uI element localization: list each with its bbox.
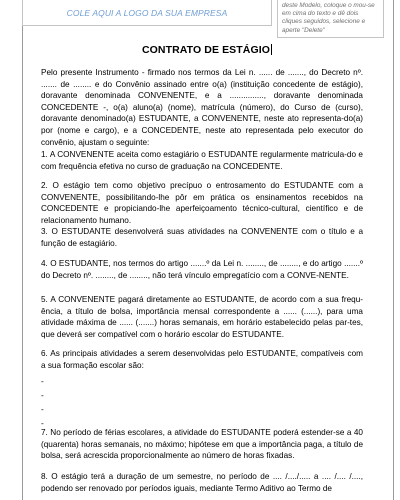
- document-title-text: CONTRATO DE ESTÁGIO: [141, 44, 271, 56]
- paragraph-clause-1: 1. A CONVENENTE aceita como estagiário o ESTUDANTE regularmente matricula-do e com frequência efetiva no curso de graduação na CONCEDENTE.: [41, 150, 363, 171]
- activity-item: -: [41, 377, 44, 386]
- logo-placeholder-box[interactable]: [22, 0, 272, 26]
- paragraph-clause-2: 2. O estágio tem como objetivo precípuo o entrosamento do ESTUDANTE com a CONVENENTE, possibilitando-lhe pôr em prática os ensinamentos recebidos na CONCEDENTE e propiciando-lhe aperfeiçoamento técnico-cultural, científico e de relacionamento humano.: [41, 181, 363, 225]
- logo-placeholder-text: COLE AQUI A LOGO DA SUA EMPRESA: [66, 7, 228, 18]
- activity-item: -: [41, 391, 44, 400]
- document-title[interactable]: [22, 44, 392, 56]
- paragraph-preamble: Pelo presente Instrumento - firmado nos termos da Lei n. ...... de ......., do Decreto nº. ....... de ........ e do Convênio assinado entre o(a) (instituição concedente de estágio), doravante denominada CONVENENTE, e a ..............., doravante denominada CONCEDENTE -, o(a) aluno(a) (nome), matrícula (número), do Curso de (curso), doravante denominado(a) ESTUDANTE, a CONVENENTE, neste ato representa-do(a) por (nome e cargo), e a CONCEDENTE, neste ato representada pelo executor do convênio, ajustam o seguinte:: [41, 68, 363, 147]
- paragraph-clause-8: 8. O estágio terá a duração de um semestre, no período de .... /..../..... a .... /.... /...., podendo ser renovado por períodos iguais, mediante Termo Aditivo ao Termo de: [41, 472, 363, 493]
- instruction-note: deste Modelo, coloque o mou-se em cima do texto e dê dois cliques seguidos, selecione e aperte "Delete": [277, 0, 384, 38]
- paragraph-clause-5: 5. A CONVENENTE pagará diretamente ao ESTUDANTE, de acordo com a sua frequ-ência, a título de bolsa, importância mensal correspondente a ...... (......), para uma atividade máxima de ...... (.......) horas semanais, em horário estabelecido pelas par-tes, que deverá ser compatível com o horário escolar do ESTUDANTE.: [41, 295, 363, 339]
- paragraph-clause-6: 6. As principais atividades a serem desenvolvidas pelo ESTUDANTE, compatíveis com a sua formação escolar são:: [41, 349, 363, 370]
- paragraph-clause-4: 4. O ESTUDANTE, nos termos do artigo .......º da Lei n. ........, de ........, e do artigo .......º do Decreto nº. ........, de ........, não terá vínculo empregatício com a CONVE-NENTE.: [41, 259, 363, 280]
- activity-item: -: [41, 405, 44, 414]
- paragraph-clause-7: 7. No período de férias escolares, a atividade do ESTUDANTE poderá estender-se a 40 (quarenta) horas semanais, no máximo; hipótese em que a importância paga, a título de bolsa, será acrescida proporcionalmente ao número de horas fixadas.: [41, 428, 363, 461]
- text-cursor: [271, 44, 272, 55]
- paragraph-clause-3: 3. O ESTUDANTE desenvolverá suas atividades na CONVENENTE com o título e a função de estagiário.: [41, 227, 363, 248]
- activity-item: -: [41, 419, 44, 428]
